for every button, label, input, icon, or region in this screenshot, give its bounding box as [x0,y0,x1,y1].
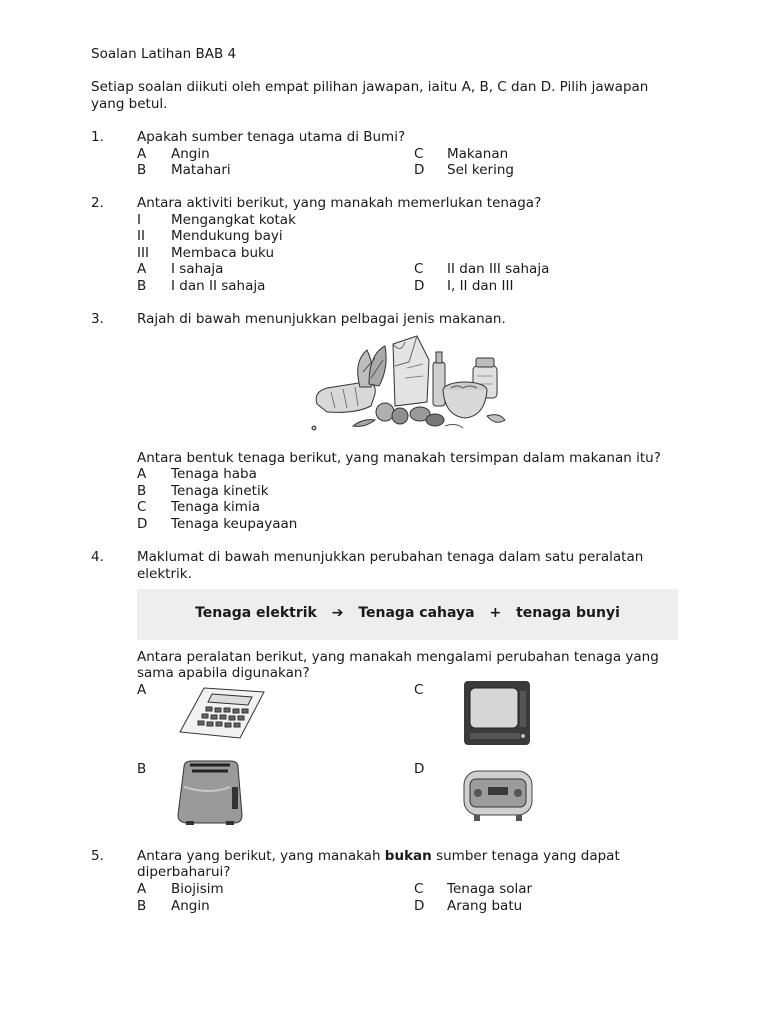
question-text [137,848,620,864]
option-letter: C [414,682,424,698]
arrow-icon: ➔ [331,605,344,621]
option-letter: A [137,466,147,482]
question-number: 2. [91,195,104,211]
option-letter: C [414,261,424,277]
option-text: Biojisim [171,881,224,897]
option-text: Tenaga keupayaan [171,516,298,532]
question-text: Antara aktiviti berikut, yang manakah memerlukan tenaga? [137,195,542,211]
option-letter: A [137,881,147,897]
question-text-part: Antara yang berikut, yang manakah [137,848,385,864]
question-prompt: Antara bentuk tenaga berikut, yang manakah tersimpan dalam makanan itu? [137,450,661,466]
option-letter: A [137,146,147,162]
question-number: 5. [91,848,104,864]
option-letter: B [137,483,147,499]
option-text: Tenaga solar [447,881,533,897]
toaster-icon [174,757,246,827]
question-text: Apakah sumber tenaga utama di Bumi? [137,129,406,145]
food-illustration [305,332,510,434]
option-text: Angin [171,146,210,162]
option-letter: B [137,278,147,294]
option-text: Tenaga kimia [171,499,260,515]
option-letter: D [137,516,148,532]
energy-change-box [137,589,678,640]
roman-numeral: III [137,245,149,261]
calculator-icon [178,686,266,740]
statement-text: Mendukung bayi [171,228,283,244]
roman-numeral: I [137,212,141,228]
statement-text: Mengangkat kotak [171,212,296,228]
option-text: Tenaga haba [171,466,257,482]
instructions: Setiap soalan diikuti oleh empat pilihan jawapan, iaitu A, B, C dan D. Pilih jawapan yang betul. [91,79,649,112]
option-letter: C [414,146,424,162]
energy-output-label: tenaga bunyi [516,605,620,621]
option-text: Sel kering [447,162,514,178]
option-text: I sahaja [171,261,224,277]
page-title: Soalan Latihan BAB 4 [91,46,237,62]
question-text: Maklumat di bawah menunjukkan perubahan tenaga dalam satu peralatan elektrik. [137,549,644,582]
question-text: Rajah di bawah menunjukkan pelbagai jenis makanan. [137,311,506,327]
option-letter: D [414,278,425,294]
question-text-part: sumber tenaga yang dapat [431,848,620,864]
option-letter: A [137,682,147,698]
option-letter: B [137,162,147,178]
television-icon [462,679,532,749]
option-text: Matahari [171,162,231,178]
option-letter: C [414,881,424,897]
roman-numeral: II [137,228,145,244]
option-text: Makanan [447,146,509,162]
option-text: Tenaga kinetik [171,483,269,499]
option-letter: B [137,898,147,914]
question-number: 1. [91,129,104,145]
option-text: Arang batu [447,898,523,914]
option-letter: A [137,261,147,277]
question-number: 4. [91,549,104,565]
question-prompt: Antara peralatan berikut, yang manakah mengalami perubahan tenaga yang sama apabila digunakan? [137,649,659,681]
option-text: Angin [171,898,210,914]
option-letter: D [414,162,425,178]
energy-source-label: Tenaga elektrik [195,605,317,621]
energy-output-label: Tenaga cahaya [358,605,475,621]
option-letter: D [414,898,425,914]
option-letter: C [137,499,147,515]
statement-text: Membaca buku [171,245,275,261]
question-number: 3. [91,311,104,327]
option-text: I dan II sahaja [171,278,266,294]
question-emphasis: bukan [384,848,432,864]
option-text: I, II dan III [447,278,514,294]
plus-sign: + [489,605,502,621]
question-text-line2: diperbaharui? [137,864,231,880]
radio-icon [462,765,534,823]
option-letter: B [137,761,147,777]
option-letter: D [414,761,425,777]
option-text: II dan III sahaja [447,261,550,277]
